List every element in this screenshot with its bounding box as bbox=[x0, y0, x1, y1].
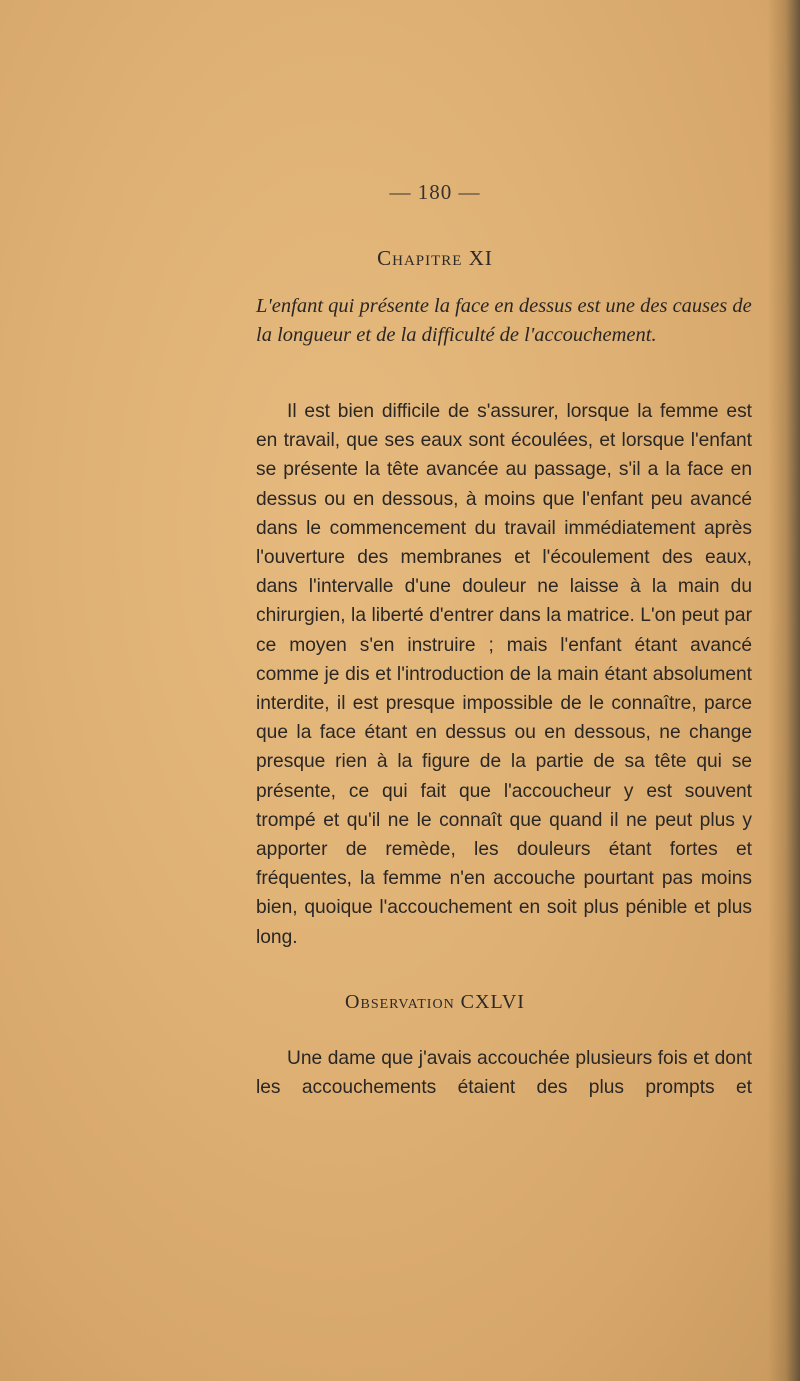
body-paragraph: Il est bien difficile de s'assurer, lorsque la femme est en travail, que ses eaux sont écoulées, et lorsque l'enfant se présente la tête avancée au passage, s'il a la face en dessus ou en dessous, à moins que l'enfant peu avancé dans le commencement du travail immédiatement après l'ouverture des membranes et l'écoulement des eaux, dans l'intervalle d'une douleur ne laisse à la main du chirurgien, la liberté d'entrer dans la matrice. L'on peut par ce moyen s'en instruire ; mais l'enfant étant avancé comme je dis et l'introduction de la main étant absolument interdite, il est presque impossible de le connaître, parce que la face étant en dessus ou en dessous, ne change presque rien à la figure de la partie de sa tête qui se présente, ce qui fait que l'accoucheur y est souvent trompé et qu'il ne le connaît que quand il ne peut plus y apporter de remède, les douleurs étant fortes et fréquentes, la femme n'en accouche pourtant pas moins bien, quoique l'accouchement en soit plus pénible et plus long. bbox=[256, 401, 752, 948]
observation-paragraph: Une dame que j'avais accouchée plusieurs fois et dont les accouchements étaient des plus prompts et bbox=[256, 1048, 752, 1099]
chapter-heading: Chapitre XI bbox=[377, 246, 493, 270]
page-edge-shadow bbox=[768, 0, 800, 1381]
chapter-subtitle: L'enfant qui présente la face en dessus est une des causes de la longueur et de la difficulté de l'accouchement. bbox=[256, 295, 752, 346]
observation-heading: Observation CXLVI bbox=[345, 991, 525, 1013]
page-number: — 180 — bbox=[389, 180, 481, 204]
